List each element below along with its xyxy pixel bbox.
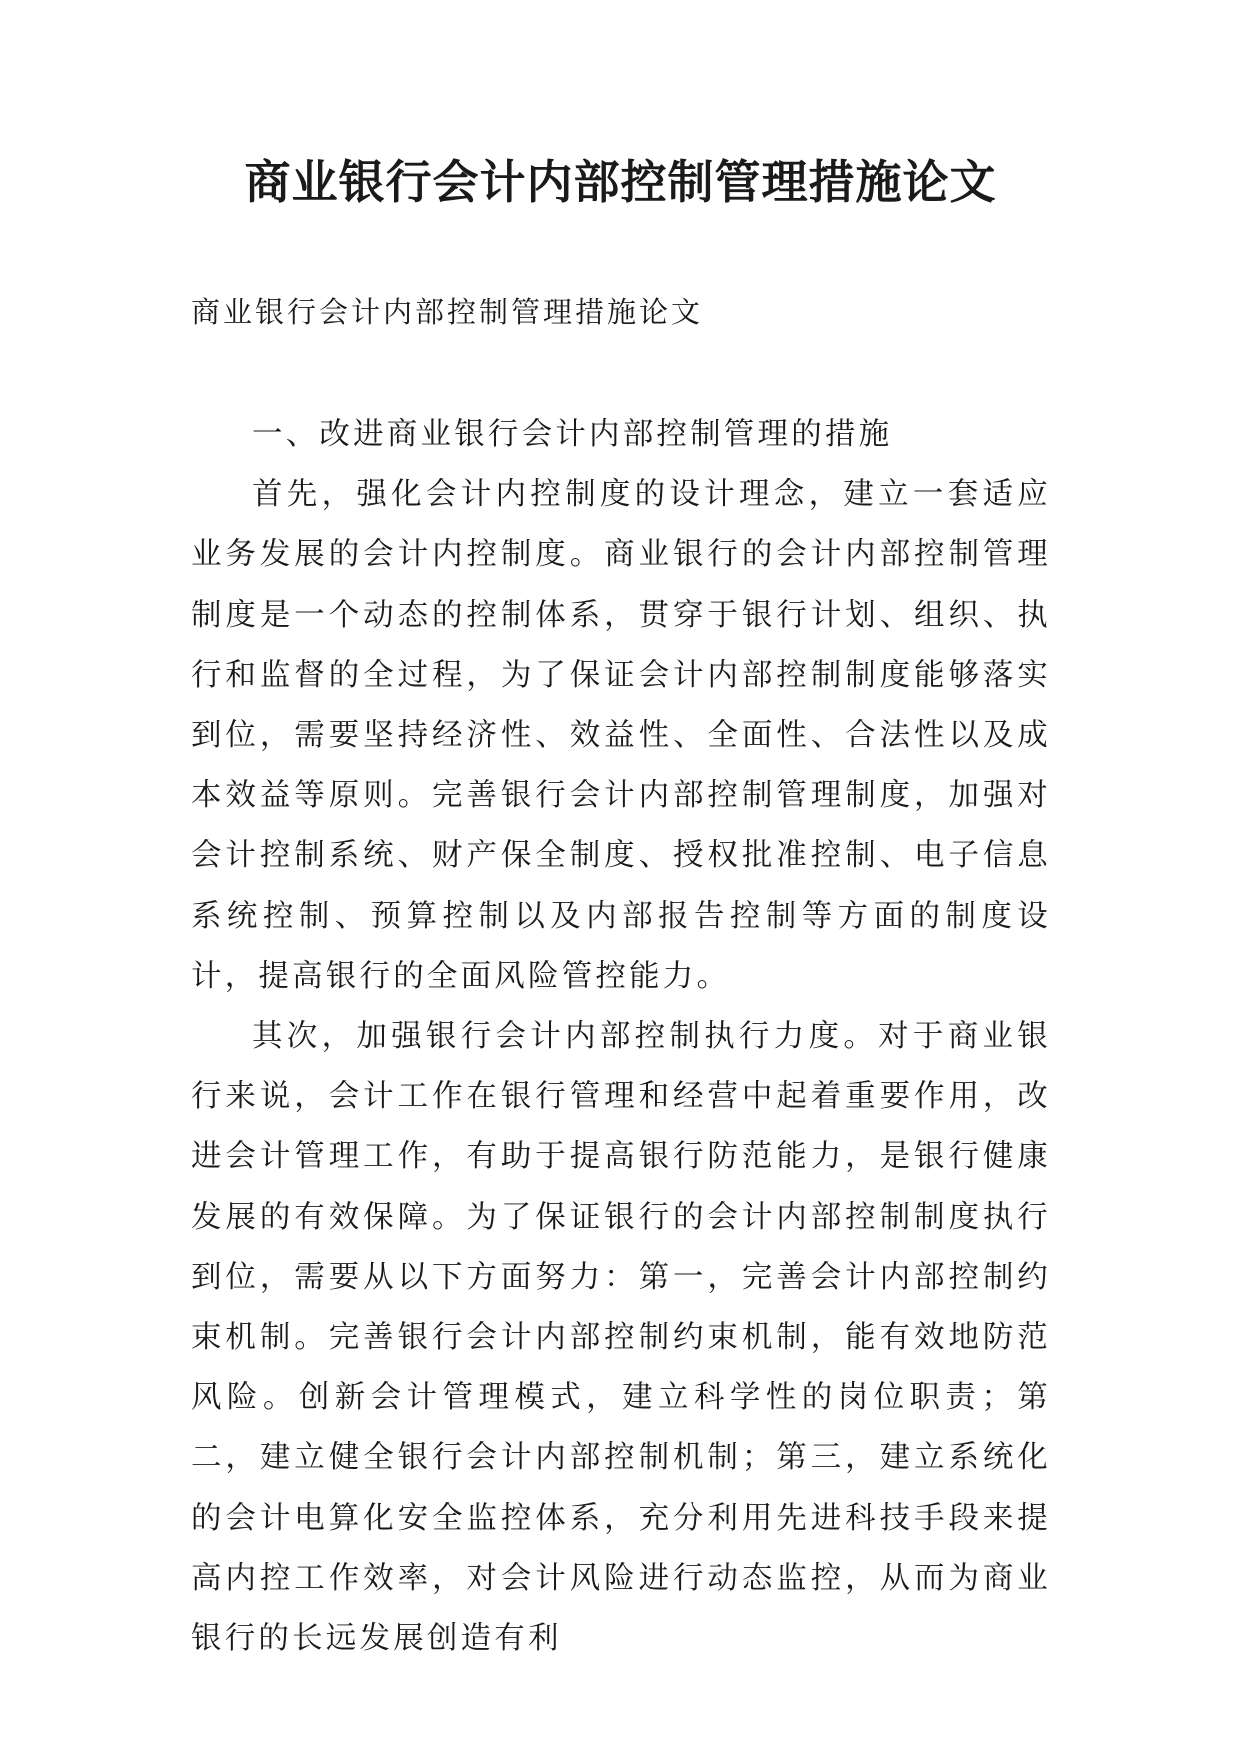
- paragraph: 首先，强化会计内控制度的设计理念，建立一套适应业务发展的会计内控制度。商业银行的会计内部控制管理制度是一个动态的控制体系，贯穿于银行计划、组织、执行和监督的全过程，为了保证会计内部控制制度能够落实到位，需要坚持经济性、效益性、全面性、合法性以及成本效益等原则。完善银行会计内部控制管理制度，加强对会计控制系统、财产保全制度、授权批准控制、电子信息系统控制、预算控制以及内部报告控制等方面的制度设计，提高银行的全面风险管控能力。: [191, 477, 1051, 994]
- paragraph: 其次，加强银行会计内部控制执行力度。对于商业银行来说，会计工作在银行管理和经营中起着重要作用，改进会计管理工作，有助于提高银行防范能力，是银行健康发展的有效保障。为了保证银行的会计内部控制制度执行到位，需要从以下方面努力：第一，完善会计内部控制约束机制。完善银行会计内部控制约束机制，能有效地防范风险。创新会计管理模式，建立科学性的岗位职责；第二，建立健全银行会计内部控制机制；第三，建立系统化的会计电算化安全监控体系，充分利用先进科技手段来提高内控工作效率，对会计风险进行动态监控，从而为商业银行的长远发展创造有利: [191, 1019, 1051, 1657]
- document-body: [191, 405, 1051, 1669]
- document-title: 商业银行会计内部控制管理措施论文: [244, 155, 997, 209]
- section-heading: 一、改进商业银行会计内部控制管理的措施: [252, 417, 893, 452]
- document-subtitle: 商业银行会计内部控制管理措施论文: [191, 295, 704, 329]
